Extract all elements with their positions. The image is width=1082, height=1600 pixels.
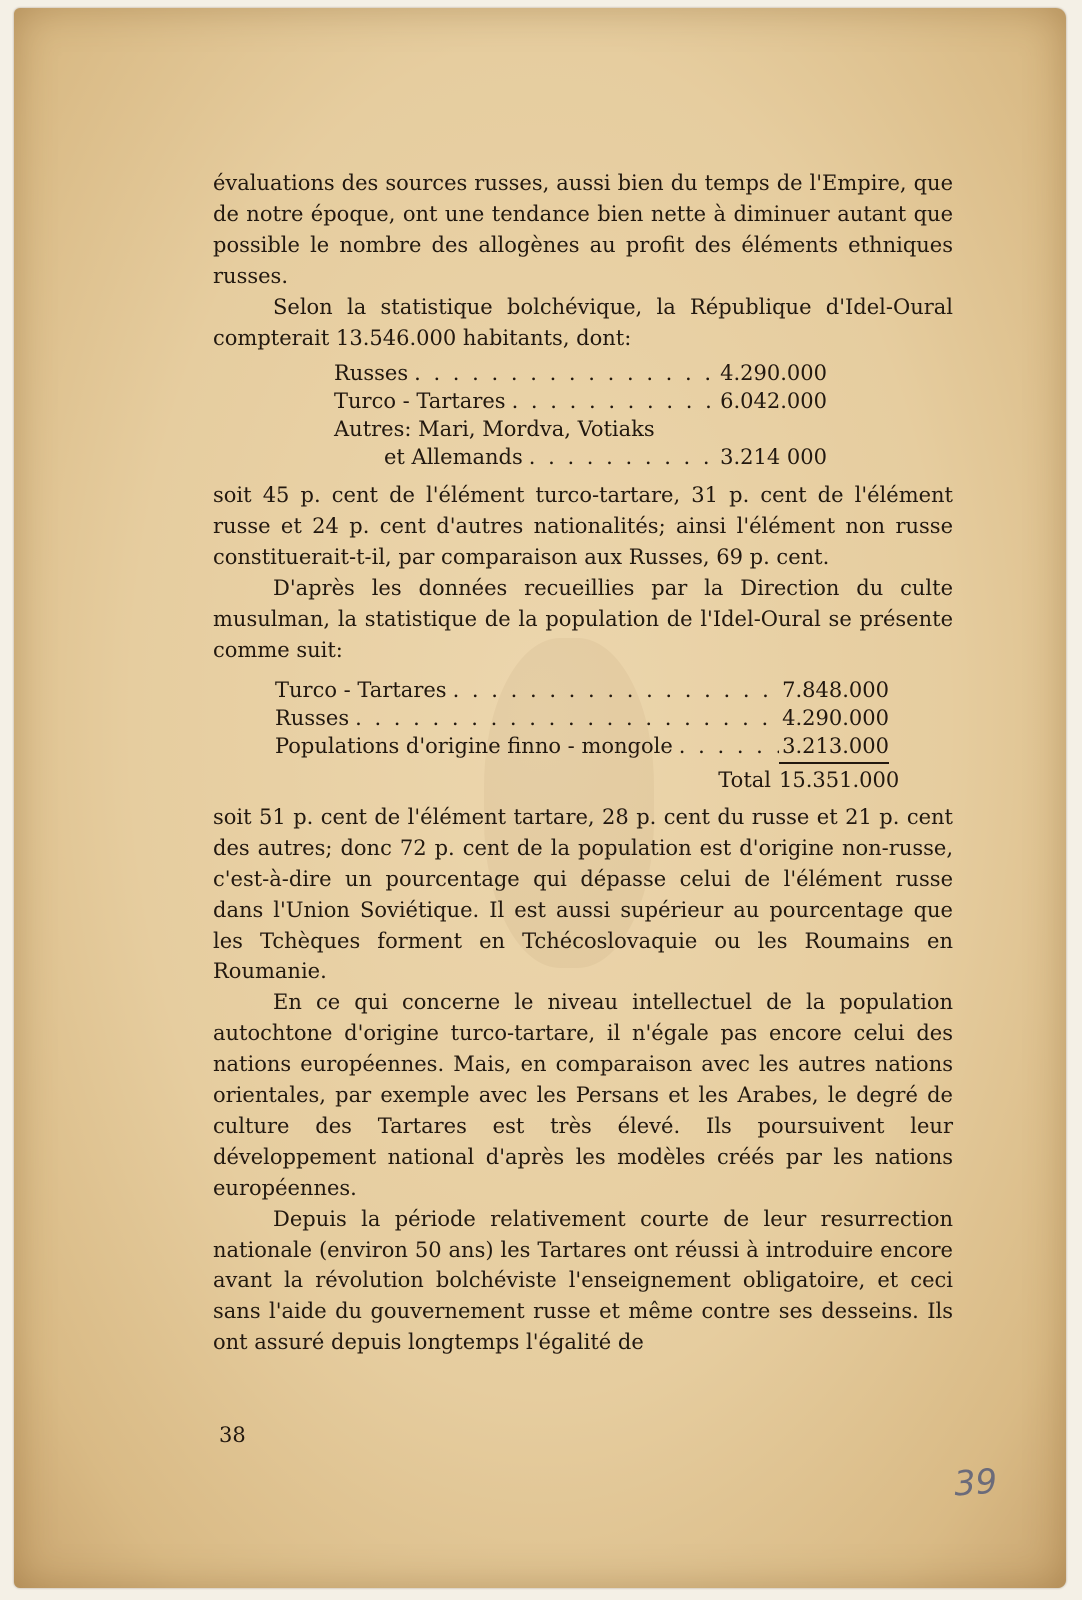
leader-dots: [506, 387, 717, 415]
row-value: 4.290.000: [720, 361, 827, 386]
paragraph: En ce qui concerne le niveau intellectuel de la population autochtone d'origine turco-tartare, il n'égale pas encore celui des nations européennes. Mais, en comparaison avec les autres nations orientales, par exemple avec les Persans et les Arabes, le degré de culture des Tartares est très élevé. Ils poursuivent leur développement national d'après les modèles créés par les nations européennes.: [213, 990, 953, 1200]
handwritten-page-number: 39: [952, 1461, 999, 1505]
paragraph: évaluations des sources russes, aussi bien du temps de l'Empire, que de notre époque, ont une tendance bien nette à diminuer autant que possible le nombre des allogènes au profit des éléments ethniques russes.: [213, 171, 953, 288]
row-value: 7.848.000: [782, 677, 889, 702]
page-content: [213, 168, 953, 1358]
table-row: [334, 415, 827, 443]
paragraph: Depuis la période relativement courte de leur resurrection nationale (environ 50 ans) les Tartares ont réussi à introduire encore avant la révolution bolchéviste l'enseignement obligatoire, et ceci sans l'aide du gouvernement russe et même contre ses desseins. Ils ont assuré depuis longtemps l'égalité de: [213, 1206, 953, 1355]
leader-dots: [447, 676, 779, 704]
table-row: [334, 387, 827, 415]
leader-dots: [673, 732, 779, 760]
leader-dots: [408, 359, 717, 387]
row-label: Autres: Mari, Mordva, Votiaks: [334, 417, 655, 442]
paragraph: soit 45 p. cent de l'élément turco-tartare, 31 p. cent de l'élément russe et 24 p. cent d'autres nationalités; ainsi l'élément non russe constituerait-t-il, par comparaison aux Russes, 69 p. cent.: [213, 483, 953, 570]
table-row: [275, 704, 889, 732]
statistics-table-muslim-direction: [275, 676, 900, 794]
table-row: [334, 359, 827, 387]
statistics-table-bolshevik: [334, 359, 827, 471]
row-value: 3.214 000: [720, 445, 827, 470]
page-number: 38: [219, 1423, 246, 1447]
table-row: [275, 676, 889, 704]
total-value: 15.351.000: [779, 767, 900, 792]
row-value: 4.290.000: [782, 705, 889, 730]
row-value: 6.042.000: [720, 389, 827, 414]
paragraph: Selon la statistique bolchévique, la République d'Idel-Oural compterait 13.546.000 habitants, dont:: [213, 294, 953, 350]
row-value: 3.213.000: [782, 733, 889, 758]
table-total-row: [718, 762, 900, 794]
row-label: et Allemands: [384, 445, 523, 470]
total-label: Total: [718, 767, 771, 792]
leader-dots: [349, 704, 779, 732]
document-page: [14, 8, 1066, 1588]
row-label: Turco - Tartares: [334, 389, 506, 414]
paragraph: soit 51 p. cent de l'élément tartare, 28 p. cent du russe et 21 p. cent des autres; donc 72 p. cent de la population est d'origine non-russe, c'est-à-dire un pourcentage qui dépasse celui de l'élément russe dans l'Union Soviétique. Il est aussi supérieur au pourcentage que les Tchèques forment en Tchécoslovaquie ou les Roumains en Roumanie.: [213, 804, 953, 984]
row-label: Russes: [275, 705, 350, 730]
row-label: Populations d'origine finno - mongole: [275, 733, 673, 758]
leader-dots: [523, 443, 717, 471]
table-row: [334, 443, 827, 471]
table-row: [275, 732, 889, 760]
row-label: Turco - Tartares: [275, 677, 447, 702]
row-label: Russes: [334, 361, 409, 386]
paragraph: D'après les données recueillies par la Direction du culte musulman, la statistique de la population de l'Idel-Oural se présente comme suit:: [213, 576, 953, 662]
